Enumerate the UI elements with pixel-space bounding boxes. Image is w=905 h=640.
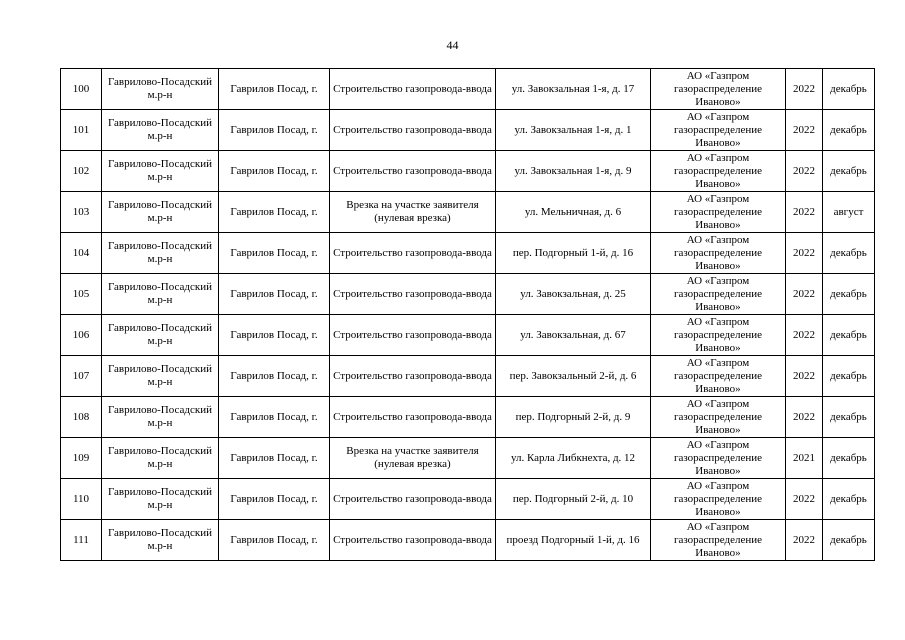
organization-cell-text: АО «Газпром газораспределение Иваново» [673,438,763,477]
row-number-text: 104 [72,246,90,259]
row-number-text: 106 [72,328,90,341]
year-cell-text: 2022 [793,82,815,95]
row-number [61,479,102,520]
month-cell [823,274,875,315]
organization-cell [651,110,786,151]
town-cell-text: Гаврилов Посад, г. [230,205,318,218]
year-cell [786,110,823,151]
district-cell-text: Гаврилово-Посадский м.р-н [107,445,213,470]
year-cell [786,315,823,356]
year-cell [786,438,823,479]
table-row [61,356,875,397]
address-cell [496,274,651,315]
district-cell-text: Гаврилово-Посадский м.р-н [107,76,213,101]
table-row [61,479,875,520]
town-cell [219,315,330,356]
row-number-text: 111 [73,533,89,546]
month-cell-text: декабрь [830,287,867,300]
month-cell [823,151,875,192]
town-cell [219,479,330,520]
town-cell-text: Гаврилов Посад, г. [230,82,318,95]
month-cell [823,233,875,274]
organization-cell-text: АО «Газпром газораспределение Иваново» [673,356,763,395]
table-row [61,274,875,315]
district-cell-text: Гаврилово-Посадский м.р-н [107,404,213,429]
row-number [61,151,102,192]
row-number-text: 100 [72,82,90,95]
district-cell [102,356,219,397]
table-row [61,438,875,479]
address-cell-text: ул. Карла Либкнехта, д. 12 [510,451,636,464]
year-cell [786,151,823,192]
work-type-cell-text: Строительство газопровода-ввода [333,123,492,136]
work-type-cell-text: Строительство газопровода-ввода [333,492,492,505]
year-cell-text: 2022 [793,123,815,136]
month-cell-text: декабрь [830,410,867,423]
address-cell-text: пер. Подгорный 2-й, д. 10 [512,492,634,505]
town-cell [219,192,330,233]
town-cell-text: Гаврилов Посад, г. [230,123,318,136]
organization-cell [651,315,786,356]
row-number-text: 109 [72,451,90,464]
district-cell-text: Гаврилово-Посадский м.р-н [107,363,213,388]
work-type-cell [330,520,496,561]
town-cell-text: Гаврилов Посад, г. [230,533,318,546]
organization-cell [651,151,786,192]
town-cell-text: Гаврилов Посад, г. [230,410,318,423]
organization-cell-text: АО «Газпром газораспределение Иваново» [673,520,763,559]
month-cell-text: декабрь [830,123,867,136]
row-number [61,356,102,397]
work-type-cell [330,110,496,151]
month-cell-text: декабрь [830,328,867,341]
district-cell [102,151,219,192]
work-type-cell-text: Строительство газопровода-ввода [333,287,492,300]
organization-cell [651,438,786,479]
district-cell [102,397,219,438]
town-cell [219,274,330,315]
month-cell [823,315,875,356]
month-cell [823,479,875,520]
month-cell-text: август [833,205,864,218]
year-cell-text: 2022 [793,287,815,300]
month-cell [823,397,875,438]
row-number-text: 107 [72,369,90,382]
town-cell-text: Гаврилов Посад, г. [230,328,318,341]
row-number [61,69,102,110]
month-cell-text: декабрь [830,164,867,177]
row-number [61,315,102,356]
year-cell [786,192,823,233]
row-number [61,520,102,561]
district-cell-text: Гаврилово-Посадский м.р-н [107,486,213,511]
address-cell [496,520,651,561]
year-cell [786,356,823,397]
month-cell [823,356,875,397]
work-type-cell-text: Строительство газопровода-ввода [333,328,492,341]
table-row [61,110,875,151]
row-number [61,397,102,438]
year-cell-text: 2022 [793,369,815,382]
organization-cell-text: АО «Газпром газораспределение Иваново» [673,151,763,190]
address-cell [496,315,651,356]
work-type-cell-text: Строительство газопровода-ввода [333,410,492,423]
district-cell [102,110,219,151]
district-cell [102,274,219,315]
organization-cell-text: АО «Газпром газораспределение Иваново» [673,110,763,149]
row-number-text: 105 [72,287,90,300]
table-row [61,315,875,356]
year-cell [786,233,823,274]
town-cell [219,151,330,192]
year-cell [786,397,823,438]
work-type-cell-text: Строительство газопровода-ввода [333,82,492,95]
town-cell [219,397,330,438]
row-number-text: 110 [72,492,90,505]
year-cell [786,274,823,315]
row-number [61,192,102,233]
year-cell-text: 2022 [793,328,815,341]
work-type-cell [330,151,496,192]
address-cell [496,69,651,110]
address-cell [496,110,651,151]
month-cell-text: декабрь [830,451,867,464]
district-cell-text: Гаврилово-Посадский м.р-н [107,240,213,265]
work-type-cell [330,479,496,520]
row-number [61,110,102,151]
work-type-cell-text: Врезка на участке заявителя (нулевая врезка) [346,445,479,470]
town-cell [219,110,330,151]
work-type-cell-text: Строительство газопровода-ввода [333,369,492,382]
work-type-cell [330,69,496,110]
organization-cell [651,397,786,438]
organization-cell-text: АО «Газпром газораспределение Иваново» [673,479,763,518]
work-type-cell [330,233,496,274]
address-cell-text: ул. Завокзальная 1-я, д. 17 [511,82,635,95]
town-cell [219,233,330,274]
district-cell [102,520,219,561]
month-cell-text: декабрь [830,82,867,95]
year-cell-text: 2022 [793,492,815,505]
table-row [61,192,875,233]
work-type-cell [330,356,496,397]
page-number: 44 [446,38,459,52]
month-cell [823,520,875,561]
organization-cell-text: АО «Газпром газораспределение Иваново» [673,315,763,354]
town-cell [219,69,330,110]
organization-cell [651,479,786,520]
address-cell-text: ул. Мельничная, д. 6 [524,205,622,218]
organization-cell-text: АО «Газпром газораспределение Иваново» [673,69,763,108]
month-cell-text: декабрь [830,369,867,382]
row-number-text: 101 [72,123,90,136]
organization-cell [651,274,786,315]
row-number-text: 103 [72,205,90,218]
town-cell-text: Гаврилов Посад, г. [230,287,318,300]
organization-cell-text: АО «Газпром газораспределение Иваново» [673,233,763,272]
address-cell-text: пер. Подгорный 2-й, д. 9 [515,410,631,423]
work-type-cell-text: Строительство газопровода-ввода [333,246,492,259]
row-number [61,438,102,479]
address-cell [496,233,651,274]
organization-cell-text: АО «Газпром газораспределение Иваново» [673,192,763,231]
month-cell-text: декабрь [830,533,867,546]
row-number [61,233,102,274]
town-cell-text: Гаврилов Посад, г. [230,369,318,382]
work-type-cell [330,315,496,356]
year-cell-text: 2022 [793,205,815,218]
address-cell-text: ул. Завокзальная, д. 67 [520,328,626,341]
town-cell [219,438,330,479]
organization-cell [651,233,786,274]
organization-cell-text: АО «Газпром газораспределение Иваново» [673,397,763,436]
address-cell [496,151,651,192]
district-cell-text: Гаврилово-Посадский м.р-н [107,527,213,552]
year-cell-text: 2022 [793,410,815,423]
work-type-cell-text: Врезка на участке заявителя (нулевая врезка) [346,199,479,224]
work-type-cell-text: Строительство газопровода-ввода [333,164,492,177]
year-cell-text: 2022 [793,533,815,546]
organization-cell-text: АО «Газпром газораспределение Иваново» [673,274,763,313]
work-type-cell [330,438,496,479]
address-cell-text: ул. Завокзальная, д. 25 [520,287,626,300]
address-cell [496,192,651,233]
district-cell-text: Гаврилово-Посадский м.р-н [107,158,213,183]
address-cell-text: ул. Завокзальная 1-я, д. 1 [514,123,632,136]
work-type-cell [330,274,496,315]
district-cell [102,69,219,110]
town-cell [219,520,330,561]
table-row [61,151,875,192]
address-cell [496,479,651,520]
year-cell-text: 2022 [793,246,815,259]
year-cell-text: 2022 [793,164,815,177]
district-cell-text: Гаврилово-Посадский м.р-н [107,322,213,347]
address-cell-text: проезд Подгорный 1-й, д. 16 [506,533,640,546]
address-cell-text: пер. Подгорный 1-й, д. 16 [512,246,634,259]
year-cell [786,479,823,520]
address-cell-text: пер. Завокзальный 2-й, д. 6 [509,369,637,382]
work-type-cell [330,397,496,438]
year-cell [786,69,823,110]
address-cell [496,356,651,397]
work-type-cell [330,192,496,233]
row-number-text: 108 [72,410,90,423]
table-body [61,69,875,561]
table-row [61,397,875,438]
year-cell [786,520,823,561]
organization-cell [651,520,786,561]
district-cell-text: Гаврилово-Посадский м.р-н [107,117,213,142]
organization-cell [651,356,786,397]
district-cell-text: Гаврилово-Посадский м.р-н [107,199,213,224]
district-cell [102,233,219,274]
town-cell [219,356,330,397]
month-cell-text: декабрь [830,246,867,259]
address-cell [496,397,651,438]
address-cell-text: ул. Завокзальная 1-я, д. 9 [514,164,632,177]
town-cell-text: Гаврилов Посад, г. [230,451,318,464]
district-cell-text: Гаврилово-Посадский м.р-н [107,281,213,306]
row-number [61,274,102,315]
organization-cell [651,69,786,110]
address-cell [496,438,651,479]
month-cell [823,69,875,110]
town-cell-text: Гаврилов Посад, г. [230,164,318,177]
month-cell [823,192,875,233]
district-cell [102,438,219,479]
year-cell-text: 2021 [793,451,815,464]
table-row [61,69,875,110]
table-row [61,233,875,274]
district-cell [102,192,219,233]
work-type-cell-text: Строительство газопровода-ввода [333,533,492,546]
town-cell-text: Гаврилов Посад, г. [230,246,318,259]
table-row [61,520,875,561]
month-cell [823,438,875,479]
organization-cell [651,192,786,233]
month-cell [823,110,875,151]
month-cell-text: декабрь [830,492,867,505]
district-cell [102,479,219,520]
district-cell [102,315,219,356]
gas-works-table [60,68,875,561]
town-cell-text: Гаврилов Посад, г. [230,492,318,505]
row-number-text: 102 [72,164,90,177]
